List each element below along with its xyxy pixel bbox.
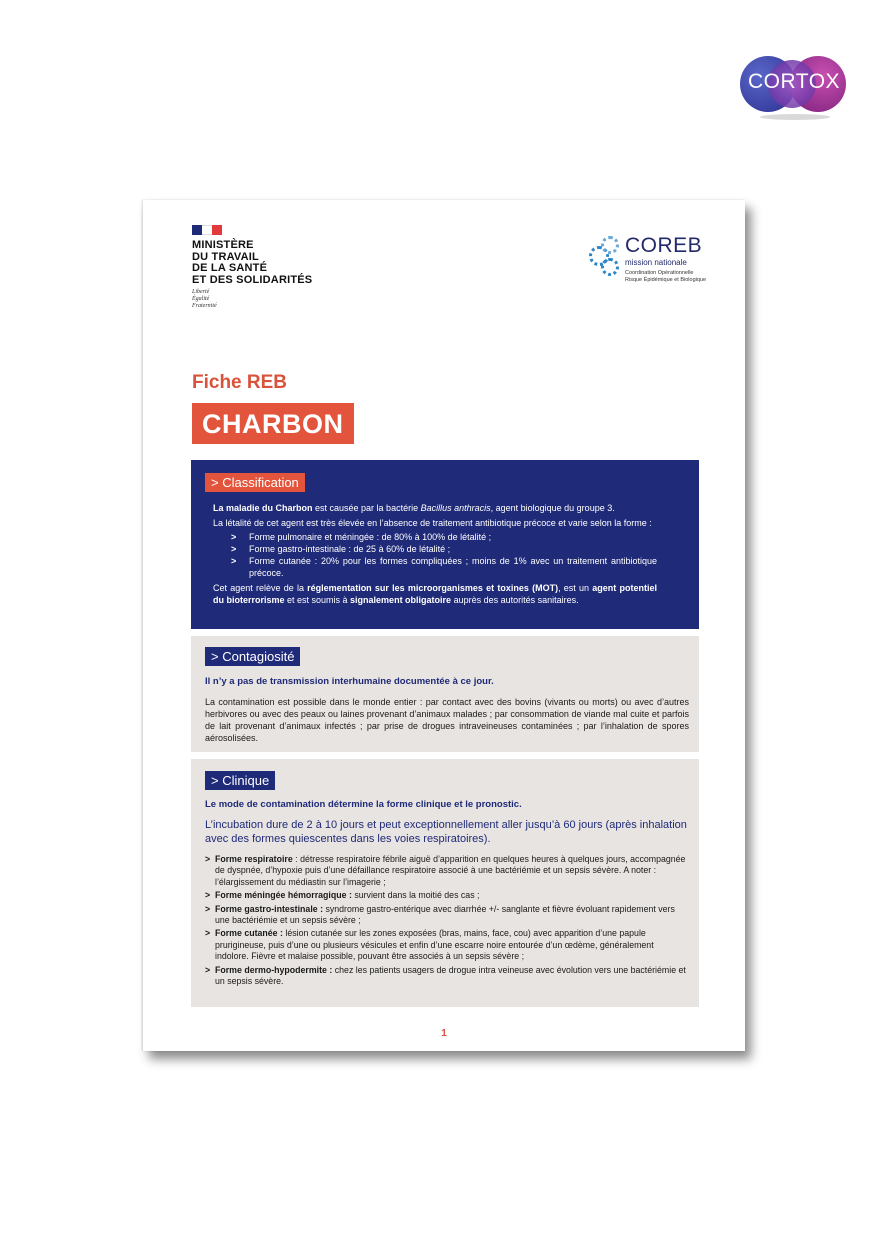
disease-name: La maladie du Charbon — [213, 503, 313, 513]
clinique-section — [191, 759, 699, 1007]
p1-text: est causée par la bactérie — [312, 503, 421, 513]
list-item — [205, 928, 689, 962]
form-label: Forme cutanée : — [215, 928, 283, 939]
contagiosite-section — [191, 636, 699, 752]
contagiosite-text: La contamination est possible dans le monde entier : par contact avec des bovins (vivants ou morts) ou avec d’autres herbivores ou avec des peaux ou laines provenant d’animaux malades ; par consommation de viande mal cuite et parfois de lait provenant d’animaux infectés ; par prise de drogues intraveineuses contaminées ; par l’inhalation de spores aérosolisées. — [205, 697, 689, 743]
ministry-line-3: DE LA SANTÉ — [192, 262, 268, 274]
form-text: chez les patients usagers de drogue intra veineuse avec évolution vers une bactériémie et un sepsis sévère. — [215, 964, 686, 987]
p3c: , est un — [558, 583, 593, 593]
document-title: CHARBON — [192, 403, 354, 444]
p3e: et est soumis à — [284, 595, 351, 605]
clinique-lead: Le mode de contamination détermine la forme clinique et le pronostic. — [205, 799, 522, 810]
ministry-line-2: DU TRAVAIL — [192, 250, 259, 263]
list-item — [205, 890, 689, 901]
clinique-heading: > Clinique — [205, 771, 275, 790]
ministry-line-4: ET DES SOLIDARITÉS — [192, 273, 313, 286]
p3b: réglementation sur les microorganismes et toxines (MOT) — [307, 583, 559, 593]
motto-egalite: Égalité — [192, 296, 210, 302]
list-item: > Forme gastro-intestinale : de 25 à 60% de létalité ; — [213, 543, 657, 555]
form-text: syndrome gastro-entérique avec diarrhée +/- sanglante et fièvre évoluant rapidement vers une bactériémie et un sepsis sévère ; — [215, 903, 675, 926]
forms-list — [213, 531, 657, 579]
p3a: Cet agent relève de la — [213, 583, 308, 593]
cortox-logo — [738, 56, 850, 112]
motto-liberte: Liberté — [192, 289, 210, 295]
p3f: signalement obligatoire — [350, 595, 452, 605]
coreb-tagline-2: Risque Épidémique et Biologique — [625, 276, 707, 283]
bacteria-name: Bacillus anthracis — [420, 503, 491, 513]
motto-fraternite: Fraternité — [192, 303, 217, 309]
form-text: lésion cutanée sur les zones exposées (bras, mains, face, cou) avec apparition d’une papule prurigineuse, puis d’une ou plusieurs vésicules et enfin d’une escarre noire entourée d’un œdème, généralement indolore. Fièvre et malaise possible, pouvant être associés à un sepsis sévère ; — [215, 928, 654, 962]
ministry-logo — [192, 240, 352, 310]
gear-icon — [601, 258, 619, 276]
coreb-title: COREB — [625, 234, 703, 257]
list-item: > Forme pulmonaire et méningée : de 80% à 100% de létalité ; — [213, 531, 657, 543]
p3g: auprès des autorités sanitaires. — [451, 595, 579, 605]
form-text: survient dans la moitié des cas ; — [351, 890, 480, 901]
p3d: agent potentiel du bioterrorisme — [213, 583, 657, 605]
incubation-text: L’incubation dure de 2 à 10 jours et peut exceptionnellement aller jusqu’à 60 jours (après inhalation avec des formes quiescentes dans les voies respiratoires). — [205, 819, 687, 845]
classification-heading: > Classification — [205, 473, 305, 492]
form-label: Forme gastro-intestinale : — [215, 903, 324, 914]
contagiosite-heading: > Contagiosité — [205, 647, 300, 666]
list-item — [205, 965, 689, 988]
french-flag-icon — [192, 225, 222, 235]
classification-section — [191, 460, 699, 629]
form-label: Forme dermo-hypodermite : — [215, 964, 333, 975]
fiche-label: Fiche REB — [192, 372, 288, 393]
contagiosite-lead: Il n’y a pas de transmission interhumaine documentée à ce jour. — [205, 676, 494, 687]
ministry-line-1: MINISTÈRE — [192, 239, 254, 251]
list-item — [205, 904, 689, 927]
form-label: Forme respiratoire — [215, 854, 293, 864]
motto — [192, 289, 352, 310]
page-number: 1 — [441, 1028, 447, 1039]
form-text: : détresse respiratoire fébrile aiguë d’apparition en quelques heures à quelques jours, accompagnée de dyspnée, d’hypoxie puis d’une défaillance respiratoire associé à une bactériémie et un sepsis sévère. A noter : l’élargissement du médiastin sur l’imagerie ; — [215, 854, 686, 887]
cortox-logo-text: CORTOX — [747, 70, 841, 93]
coreb-subtitle: mission nationale — [625, 258, 687, 267]
coreb-logo — [587, 234, 717, 289]
list-item: > Forme cutanée : 20% pour les formes compliquées ; moins de 1% avec un traitement antibiotique précoce. — [213, 555, 657, 579]
clinical-forms-list — [205, 854, 689, 987]
document-page — [143, 200, 745, 1051]
p1-end: , agent biologique du groupe 3. — [490, 503, 615, 513]
gear-icon — [601, 236, 619, 254]
lethality-text: La létalité de cet agent est très élevée en l’absence de traitement antibiotique précoce et varie selon la forme : — [213, 518, 652, 528]
regulation-text — [213, 582, 657, 606]
coreb-tagline-1: Coordination Opérationnelle — [625, 270, 694, 276]
coreb-tagline — [625, 270, 706, 283]
classification-body — [213, 502, 657, 606]
list-item — [205, 854, 689, 888]
form-label: Forme méningée hémorragique : — [215, 890, 352, 901]
